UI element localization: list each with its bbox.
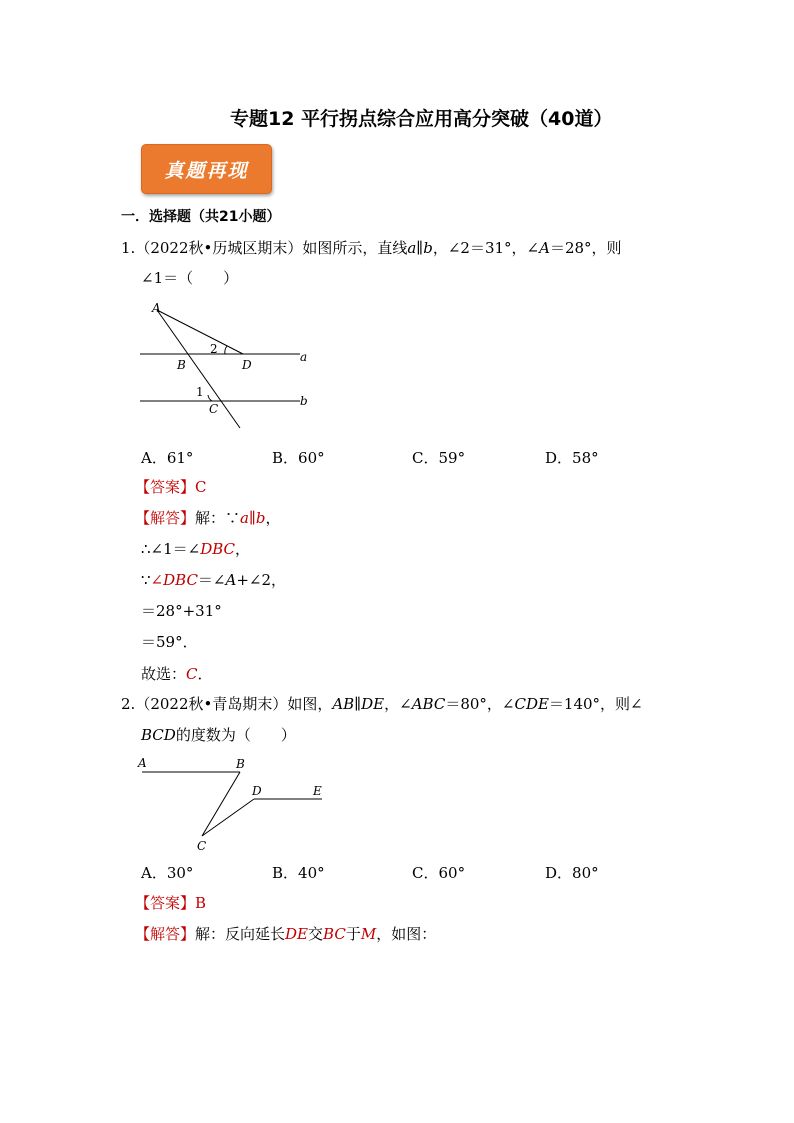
q2-line1: 2.（2022秋•青岛期末）如图，AB∥DE，∠ABC＝80°，∠CDE＝140°，则∠ [121,695,643,713]
label-2: 2 [210,342,218,356]
label-1: 1 [196,385,204,399]
q2-option-d[interactable]: D．80° [545,864,599,882]
q2-answer: 【答案】B [135,894,207,912]
q1-line1: 1.（2022秋•历城区期末）如图所示，直线a∥b，∠2＝31°，∠A＝28°，则 [121,239,622,257]
page-title: 专题12 平行拐点综合应用高分突破（40道） [230,108,613,130]
q1-line2: ∠1＝（ ） [141,269,239,287]
label-b: b [300,394,308,408]
label-A: A [152,301,161,315]
banner-label: 真题再现 [164,159,249,182]
q1-step3: ＝28°+31° [141,602,222,620]
label-E: E [313,784,322,798]
segment-bc [202,772,240,836]
label-B: B [177,358,186,372]
label-a: a [300,350,308,364]
line-ad [157,310,243,354]
label-A: A [138,756,147,770]
angle-2-arc [225,346,227,354]
q1-option-a[interactable]: A．61° [141,449,194,467]
q2-option-b[interactable]: B．40° [272,864,325,882]
q2-figure [130,752,340,856]
q1-option-d[interactable]: D．58° [545,449,599,467]
q2-solution-intro: 【解答】解：反向延长DE交BC于M，如图： [135,925,437,943]
q1-figure [130,296,330,436]
label-C: C [209,402,219,416]
angle-1-arc [208,395,212,401]
label-D: D [242,358,252,372]
q1-choose: 故选：C． [141,665,213,683]
label-B: B [236,757,245,771]
q2-option-c[interactable]: C．60° [412,864,466,882]
q2-line2: BCD的度数为（ ） [141,726,296,744]
q2-option-a[interactable]: A．30° [141,864,194,882]
section-banner [141,144,272,194]
q1-option-b[interactable]: B．60° [272,449,325,467]
q1-step1: ∴∠1＝∠DBC， [141,540,251,558]
line-ac [157,310,240,428]
q1-solution-intro: 【解答】解：∵a∥b， [135,509,281,527]
label-C: C [197,839,207,853]
segment-cd [202,799,254,836]
section-heading: 一．选择题（共21小题） [121,209,281,225]
q1-step4: ＝59°． [141,633,198,651]
label-D: D [252,784,262,798]
q1-answer: 【答案】C [135,478,207,496]
q1-step2: ∵∠DBC＝∠A+∠2， [141,571,287,589]
q1-option-c[interactable]: C．59° [412,449,466,467]
